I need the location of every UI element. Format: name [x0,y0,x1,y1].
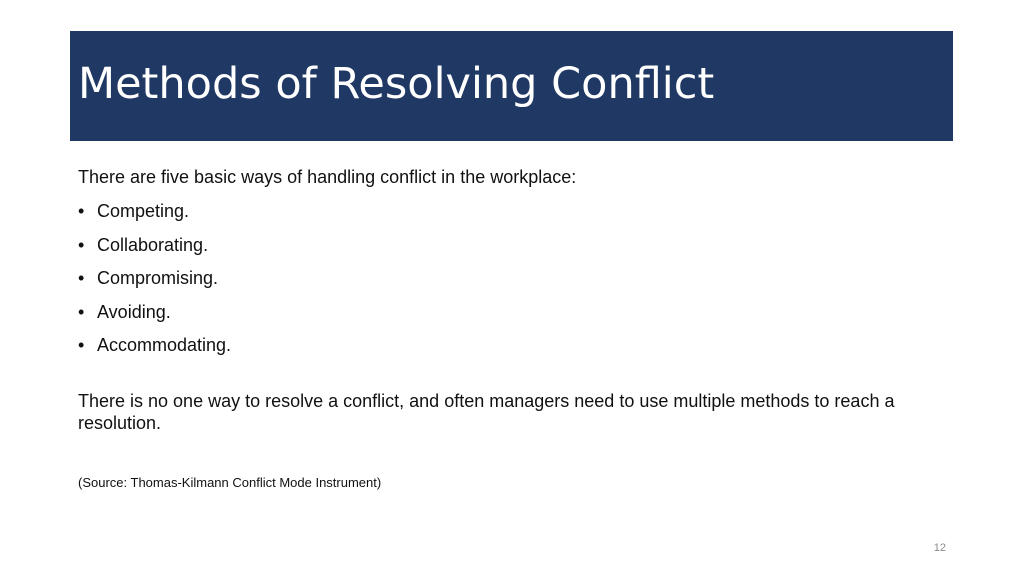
list-item-text: Accommodating. [97,335,232,355]
title-banner [70,31,953,141]
list-item-text: Compromising. [97,268,219,288]
list-item-text: Avoiding. [97,301,171,322]
bullet-icon: • [78,335,85,355]
bullet-icon: • [78,268,85,288]
list-item-text: Collaborating. [97,234,209,255]
page-number: 12 [933,542,946,554]
intro-text: There are five basic ways of handling conflict in the workplace: [78,167,577,187]
method-list [78,200,938,356]
list-item [78,200,938,222]
bullet-icon: • [78,234,85,255]
bullet-icon: • [78,201,85,221]
bullet-icon: • [78,301,85,322]
list-item [78,301,938,323]
list-item [78,334,938,356]
list-item [78,267,938,289]
closing-text: There is no one way to resolve a conflict, and often managers need to use multiple methods to reach a resolution. [78,391,895,433]
list-item [78,234,938,256]
slide-body [78,166,938,491]
source-citation: (Source: Thomas-Kilmann Conflict Mode Instrument) [78,475,382,490]
slide-title: Methods of Resolving Conflict [78,59,715,109]
list-item-text: Competing. [97,201,190,221]
